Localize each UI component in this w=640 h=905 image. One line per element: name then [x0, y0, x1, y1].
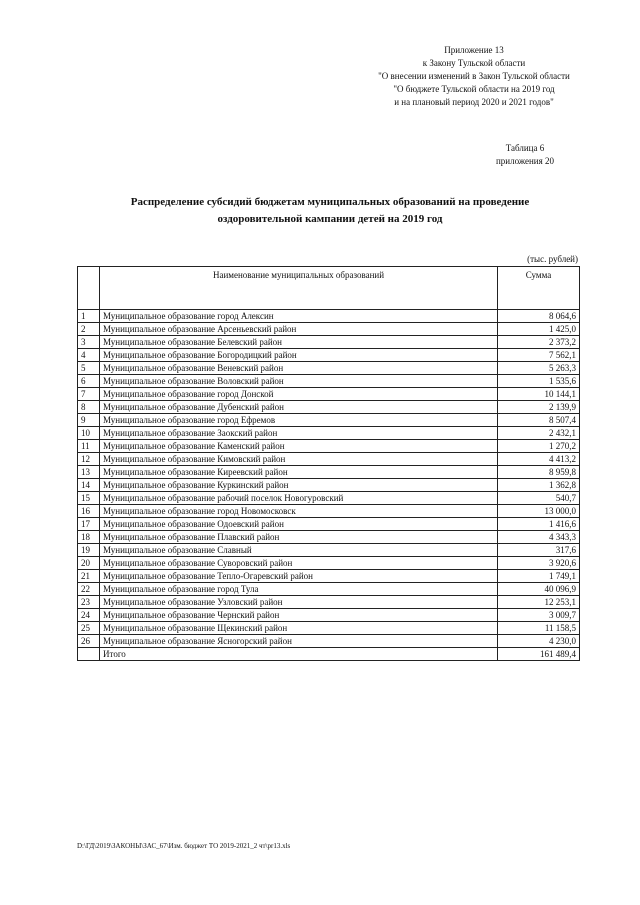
- municipality-name: Муниципальное образование Заокский район: [100, 427, 498, 440]
- subsidy-amount: 8 507,4: [498, 414, 580, 427]
- table-row: [78, 414, 580, 427]
- subsidy-amount: 5 263,3: [498, 362, 580, 375]
- subsidy-amount: 1 425,0: [498, 323, 580, 336]
- total-row: [78, 648, 580, 661]
- municipality-name: Муниципальное образование город Донской: [100, 388, 498, 401]
- subsidy-amount: 1 416,6: [498, 518, 580, 531]
- total-label: Итого: [100, 648, 498, 661]
- municipality-name: Муниципальное образование Славный: [100, 544, 498, 557]
- table-row: [78, 427, 580, 440]
- title-line-1: Распределение субсидий бюджетам муниципальных образований на проведение: [130, 196, 530, 208]
- table-row: [78, 323, 580, 336]
- row-number: 15: [78, 492, 100, 505]
- municipality-name: Муниципальное образование Одоевский район: [100, 518, 498, 531]
- appendix-line: Приложение 13: [444, 45, 504, 55]
- subsidy-amount: 540,7: [498, 492, 580, 505]
- table-row: [78, 362, 580, 375]
- municipality-name: Муниципальное образование Каменский район: [100, 440, 498, 453]
- appendix-line: "О бюджете Тульской области на 2019 год: [393, 84, 555, 94]
- table-row: [78, 492, 580, 505]
- row-number: 6: [78, 375, 100, 388]
- total-num-cell: [78, 648, 100, 661]
- municipality-name: Муниципальное образование Богородицкий район: [100, 349, 498, 362]
- municipality-name: Муниципальное образование Тепло-Огаревский район: [100, 570, 498, 583]
- table-row: [78, 401, 580, 414]
- table-row: [78, 310, 580, 323]
- subsidy-amount: 2 432,1: [498, 427, 580, 440]
- row-number: 16: [78, 505, 100, 518]
- table-row: [78, 466, 580, 479]
- total-sum: 161 489,4: [498, 648, 580, 661]
- row-number: 13: [78, 466, 100, 479]
- row-number: 8: [78, 401, 100, 414]
- table-body: [78, 310, 580, 661]
- subsidy-amount: 1 535,6: [498, 375, 580, 388]
- row-number: 24: [78, 609, 100, 622]
- municipality-name: Муниципальное образование город Тула: [100, 583, 498, 596]
- subsidy-amount: 8 064,6: [498, 310, 580, 323]
- row-number: 12: [78, 453, 100, 466]
- table-row: [78, 622, 580, 635]
- table-row: [78, 440, 580, 453]
- municipality-name: Муниципальное образование Арсеньевский район: [100, 323, 498, 336]
- table-row: [78, 544, 580, 557]
- table-ref-line-1: Таблица 6: [505, 143, 545, 153]
- row-number: 11: [78, 440, 100, 453]
- appendix-line: и на плановый период 2020 и 2021 годов": [394, 97, 554, 107]
- subsidy-amount: 4 230,0: [498, 635, 580, 648]
- row-number: 5: [78, 362, 100, 375]
- row-number: 14: [78, 479, 100, 492]
- subsidy-amount: 13 000,0: [498, 505, 580, 518]
- subsidy-amount: 12 253,1: [498, 596, 580, 609]
- subsidy-amount: 1 362,8: [498, 479, 580, 492]
- table-reference: [470, 142, 580, 168]
- row-number: 3: [78, 336, 100, 349]
- subsidy-amount: 3 009,7: [498, 609, 580, 622]
- appendix-header: [330, 44, 618, 109]
- subsidy-amount: 7 562,1: [498, 349, 580, 362]
- subsidy-table: [77, 266, 580, 661]
- subsidy-amount: 317,6: [498, 544, 580, 557]
- file-path: D:\ГД\2019\ЗАКОНЫ\ЗАС_67\Изм. бюджет ТО 2019-2021_2 чт\pr13.xls: [77, 842, 291, 850]
- table-row: [78, 349, 580, 362]
- row-number: 7: [78, 388, 100, 401]
- table-row: [78, 388, 580, 401]
- subsidy-amount: 10 144,1: [498, 388, 580, 401]
- appendix-line: к Закону Тульской области: [422, 58, 526, 68]
- municipality-name: Муниципальное образование Плавский район: [100, 531, 498, 544]
- table-row: [78, 557, 580, 570]
- table-row: [78, 531, 580, 544]
- municipality-name: Муниципальное образование Узловский район: [100, 596, 498, 609]
- table-ref-line-2: приложения 20: [495, 156, 555, 166]
- subsidy-amount: 40 096,9: [498, 583, 580, 596]
- municipality-name: Муниципальное образование Щекинский район: [100, 622, 498, 635]
- row-number: 26: [78, 635, 100, 648]
- municipality-name: Муниципальное образование рабочий поселок Новогуровский: [100, 492, 498, 505]
- subsidy-amount: 1 270,2: [498, 440, 580, 453]
- row-number: 20: [78, 557, 100, 570]
- units-label: (тыс. рублей): [527, 254, 578, 264]
- municipality-name: Муниципальное образование город Новомосковск: [100, 505, 498, 518]
- row-number: 21: [78, 570, 100, 583]
- municipality-name: Муниципальное образование Чернский район: [100, 609, 498, 622]
- subsidy-amount: 8 959,8: [498, 466, 580, 479]
- table-row: [78, 375, 580, 388]
- document-title: [80, 194, 580, 228]
- table-row: [78, 609, 580, 622]
- header-num-cell: [78, 267, 100, 310]
- appendix-line: "О внесении изменений в Закон Тульской области: [378, 71, 570, 81]
- subsidy-amount: 4 413,2: [498, 453, 580, 466]
- municipality-name: Муниципальное образование Белевский район: [100, 336, 498, 349]
- subsidy-amount: 1 749,1: [498, 570, 580, 583]
- municipality-name: Муниципальное образование Воловский район: [100, 375, 498, 388]
- header-name: Наименование муниципальных образований: [100, 267, 498, 310]
- table-row: [78, 583, 580, 596]
- municipality-name: Муниципальное образование Кимовский район: [100, 453, 498, 466]
- table-row: [78, 505, 580, 518]
- municipality-name: Муниципальное образование город Ефремов: [100, 414, 498, 427]
- row-number: 23: [78, 596, 100, 609]
- header-sum: Сумма: [498, 267, 580, 310]
- subsidy-amount: 2 139,9: [498, 401, 580, 414]
- table-row: [78, 518, 580, 531]
- row-number: 9: [78, 414, 100, 427]
- row-number: 25: [78, 622, 100, 635]
- row-number: 2: [78, 323, 100, 336]
- municipality-name: Муниципальное образование Ясногорский район: [100, 635, 498, 648]
- row-number: 10: [78, 427, 100, 440]
- row-number: 22: [78, 583, 100, 596]
- municipality-name: Муниципальное образование Веневский район: [100, 362, 498, 375]
- row-number: 17: [78, 518, 100, 531]
- municipality-name: Муниципальное образование Киреевский район: [100, 466, 498, 479]
- table-row: [78, 570, 580, 583]
- table-header-row: [78, 267, 580, 310]
- title-line-2: оздоровительной кампании детей на 2019 год: [217, 213, 443, 225]
- subsidy-amount: 4 343,3: [498, 531, 580, 544]
- row-number: 1: [78, 310, 100, 323]
- table-row: [78, 336, 580, 349]
- table-row: [78, 635, 580, 648]
- row-number: 4: [78, 349, 100, 362]
- row-number: 19: [78, 544, 100, 557]
- row-number: 18: [78, 531, 100, 544]
- subsidy-amount: 3 920,6: [498, 557, 580, 570]
- table-row: [78, 453, 580, 466]
- municipality-name: Муниципальное образование Суворовский район: [100, 557, 498, 570]
- municipality-name: Муниципальное образование Дубенский район: [100, 401, 498, 414]
- subsidy-amount: 11 158,5: [498, 622, 580, 635]
- municipality-name: Муниципальное образование Куркинский район: [100, 479, 498, 492]
- table-row: [78, 479, 580, 492]
- municipality-name: Муниципальное образование город Алексин: [100, 310, 498, 323]
- table-row: [78, 596, 580, 609]
- subsidy-amount: 2 373,2: [498, 336, 580, 349]
